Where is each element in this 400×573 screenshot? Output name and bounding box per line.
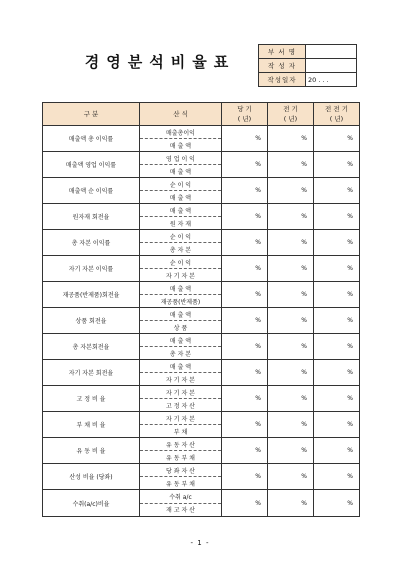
two-periods-ago-value[interactable]: % [314, 126, 360, 152]
two-periods-ago-value[interactable]: % [314, 438, 360, 464]
ratio-formula [140, 334, 222, 360]
ratio-formula [140, 412, 222, 438]
previous-period-value[interactable]: % [268, 464, 314, 490]
table-row [43, 282, 360, 308]
date-label: 작성일자 [259, 73, 306, 87]
formula-numerator: 수취 a/c [140, 490, 221, 504]
author-field[interactable] [306, 59, 357, 73]
department-row [259, 45, 357, 59]
two-periods-ago-value[interactable]: % [314, 308, 360, 334]
table-row [43, 438, 360, 464]
header-formula: 산 식 [140, 103, 222, 126]
previous-period-value[interactable]: % [268, 308, 314, 334]
current-period-value[interactable]: % [222, 464, 268, 490]
table-row [43, 204, 360, 230]
ratio-formula [140, 204, 222, 230]
table-row [43, 334, 360, 360]
formula-numerator: 매 출 액 [140, 360, 221, 373]
formula-numerator: 매 출 액 [140, 308, 221, 321]
author-info-table [258, 44, 357, 87]
formula-numerator: 유 동 자 산 [140, 438, 221, 451]
two-periods-ago-value[interactable]: % [314, 178, 360, 204]
previous-period-value[interactable]: % [268, 178, 314, 204]
current-period-value[interactable]: % [222, 386, 268, 412]
table-row [43, 464, 360, 490]
previous-period-value[interactable]: % [268, 256, 314, 282]
formula-numerator: 자 기 자 본 [140, 412, 221, 425]
two-periods-ago-value[interactable]: % [314, 412, 360, 438]
table-row [43, 360, 360, 386]
previous-period-value[interactable]: % [268, 386, 314, 412]
previous-period-value[interactable]: % [268, 490, 314, 517]
page-number: - 1 - [190, 539, 210, 547]
table-row [43, 412, 360, 438]
current-period-value[interactable]: % [222, 282, 268, 308]
table-row [43, 308, 360, 334]
two-periods-ago-value[interactable]: % [314, 152, 360, 178]
formula-denominator: 재 고 자 산 [166, 507, 195, 515]
author-label: 작 성 자 [259, 59, 306, 73]
two-periods-ago-value[interactable]: % [314, 490, 360, 517]
current-period-value[interactable]: % [222, 178, 268, 204]
ratio-name: 재공품(반제품)회전율 [43, 282, 140, 308]
author-row [259, 59, 357, 73]
ratio-formula [140, 152, 222, 178]
current-period-value[interactable]: % [222, 204, 268, 230]
table-row [43, 178, 360, 204]
table-row [43, 152, 360, 178]
two-periods-ago-value[interactable]: % [314, 386, 360, 412]
ratio-name: 고 정 비 율 [43, 386, 140, 412]
table-row [43, 126, 360, 152]
previous-period-value[interactable]: % [268, 360, 314, 386]
ratio-formula [140, 282, 222, 308]
formula-denominator: 자 기 자 본 [166, 376, 195, 384]
ratio-name: 유 동 비 율 [43, 438, 140, 464]
table-row [43, 230, 360, 256]
current-period-value[interactable]: % [222, 412, 268, 438]
previous-period-value[interactable]: % [268, 334, 314, 360]
ratio-name: 총 자본회전율 [43, 334, 140, 360]
formula-denominator: 고 정 자 산 [166, 402, 195, 410]
ratio-formula [140, 464, 222, 490]
two-periods-ago-value[interactable]: % [314, 360, 360, 386]
current-period-value[interactable]: % [222, 490, 268, 517]
current-period-value[interactable]: % [222, 360, 268, 386]
two-periods-ago-value[interactable]: % [314, 256, 360, 282]
formula-denominator: 유 동 부 채 [166, 454, 195, 462]
two-periods-ago-value[interactable]: % [314, 334, 360, 360]
ratio-formula [140, 256, 222, 282]
current-period-value[interactable]: % [222, 230, 268, 256]
formula-denominator: 재공품(반제품) [160, 298, 201, 306]
formula-denominator: 총 자 본 [169, 246, 192, 254]
ratio-name: 산성 비율 (당좌) [43, 464, 140, 490]
ratio-name: 원자재 회전율 [43, 204, 140, 230]
ratio-name: 부 채 비 율 [43, 412, 140, 438]
previous-period-value[interactable]: % [268, 152, 314, 178]
ratio-formula [140, 230, 222, 256]
formula-denominator: 상 품 [173, 324, 188, 332]
current-period-value[interactable]: % [222, 152, 268, 178]
table-row [43, 490, 360, 517]
two-periods-ago-value[interactable]: % [314, 204, 360, 230]
ratio-name: 매출액 순 이익률 [43, 178, 140, 204]
formula-denominator: 총 자 본 [169, 350, 192, 358]
formula-numerator: 자 기 자 본 [140, 386, 221, 399]
previous-period-value[interactable]: % [268, 204, 314, 230]
ratio-name: 매출액 총 이익률 [43, 126, 140, 152]
table-row [43, 256, 360, 282]
formula-denominator: 유 동 부 채 [166, 480, 195, 488]
ratio-formula [140, 386, 222, 412]
ratio-table [42, 102, 360, 517]
two-periods-ago-value[interactable]: % [314, 230, 360, 256]
formula-denominator: 매 출 액 [169, 168, 192, 176]
ratio-formula [140, 490, 222, 517]
ratio-name: 자기 자본 회전율 [43, 360, 140, 386]
current-period-value[interactable]: % [222, 308, 268, 334]
current-period-value[interactable]: % [222, 334, 268, 360]
formula-denominator: 매 출 액 [169, 142, 192, 150]
formula-numerator: 매 출 액 [140, 334, 221, 347]
ratio-name: 총 자본 이익률 [43, 230, 140, 256]
date-field[interactable]: 20 . . . [306, 73, 357, 87]
formula-numerator: 영 업 이 익 [140, 152, 221, 165]
ratio-name: 상품 회전율 [43, 308, 140, 334]
current-period-value[interactable]: % [222, 438, 268, 464]
ratio-formula [140, 126, 222, 152]
formula-denominator: 부 채 [173, 428, 188, 436]
formula-numerator: 당 좌 자 산 [140, 464, 221, 477]
date-row [259, 73, 357, 87]
current-period-value[interactable]: % [222, 126, 268, 152]
previous-period-value[interactable]: % [268, 412, 314, 438]
formula-numerator: 순 이 익 [140, 230, 221, 243]
department-field[interactable] [306, 45, 357, 59]
current-period-value[interactable]: % [222, 256, 268, 282]
two-periods-ago-value[interactable]: % [314, 464, 360, 490]
formula-numerator: 순 이 익 [140, 256, 221, 269]
ratio-formula [140, 360, 222, 386]
table-header-row [43, 103, 360, 126]
formula-denominator: 원 자 재 [169, 220, 192, 228]
formula-numerator: 매출총이익 [140, 126, 221, 139]
table-row [43, 386, 360, 412]
ratio-name: 매출액 영업 이익률 [43, 152, 140, 178]
header-two-periods-ago: 전 전 기 ( 년) [314, 103, 360, 126]
formula-denominator: 매 출 액 [169, 194, 192, 202]
ratio-formula [140, 178, 222, 204]
header-previous-period: 전 기 ( 년) [268, 103, 314, 126]
header-current-period: 당 기 ( 년) [222, 103, 268, 126]
ratio-formula [140, 308, 222, 334]
previous-period-value[interactable]: % [268, 282, 314, 308]
header-category: 구 분 [43, 103, 140, 126]
formula-numerator: 순 이 익 [140, 178, 221, 191]
formula-denominator: 자 기 자 본 [166, 272, 195, 280]
formula-numerator: 매 출 액 [140, 282, 221, 295]
page-title: 경영분석비율표 [84, 53, 236, 71]
previous-period-value[interactable]: % [268, 126, 314, 152]
formula-numerator: 매 출 액 [140, 204, 221, 217]
previous-period-value[interactable]: % [268, 438, 314, 464]
ratio-name: 수취(a/c)비율 [43, 490, 140, 517]
two-periods-ago-value[interactable]: % [314, 282, 360, 308]
previous-period-value[interactable]: % [268, 230, 314, 256]
ratio-name: 자기 자본 이익률 [43, 256, 140, 282]
department-label: 부 서 명 [259, 45, 306, 59]
ratio-formula [140, 438, 222, 464]
